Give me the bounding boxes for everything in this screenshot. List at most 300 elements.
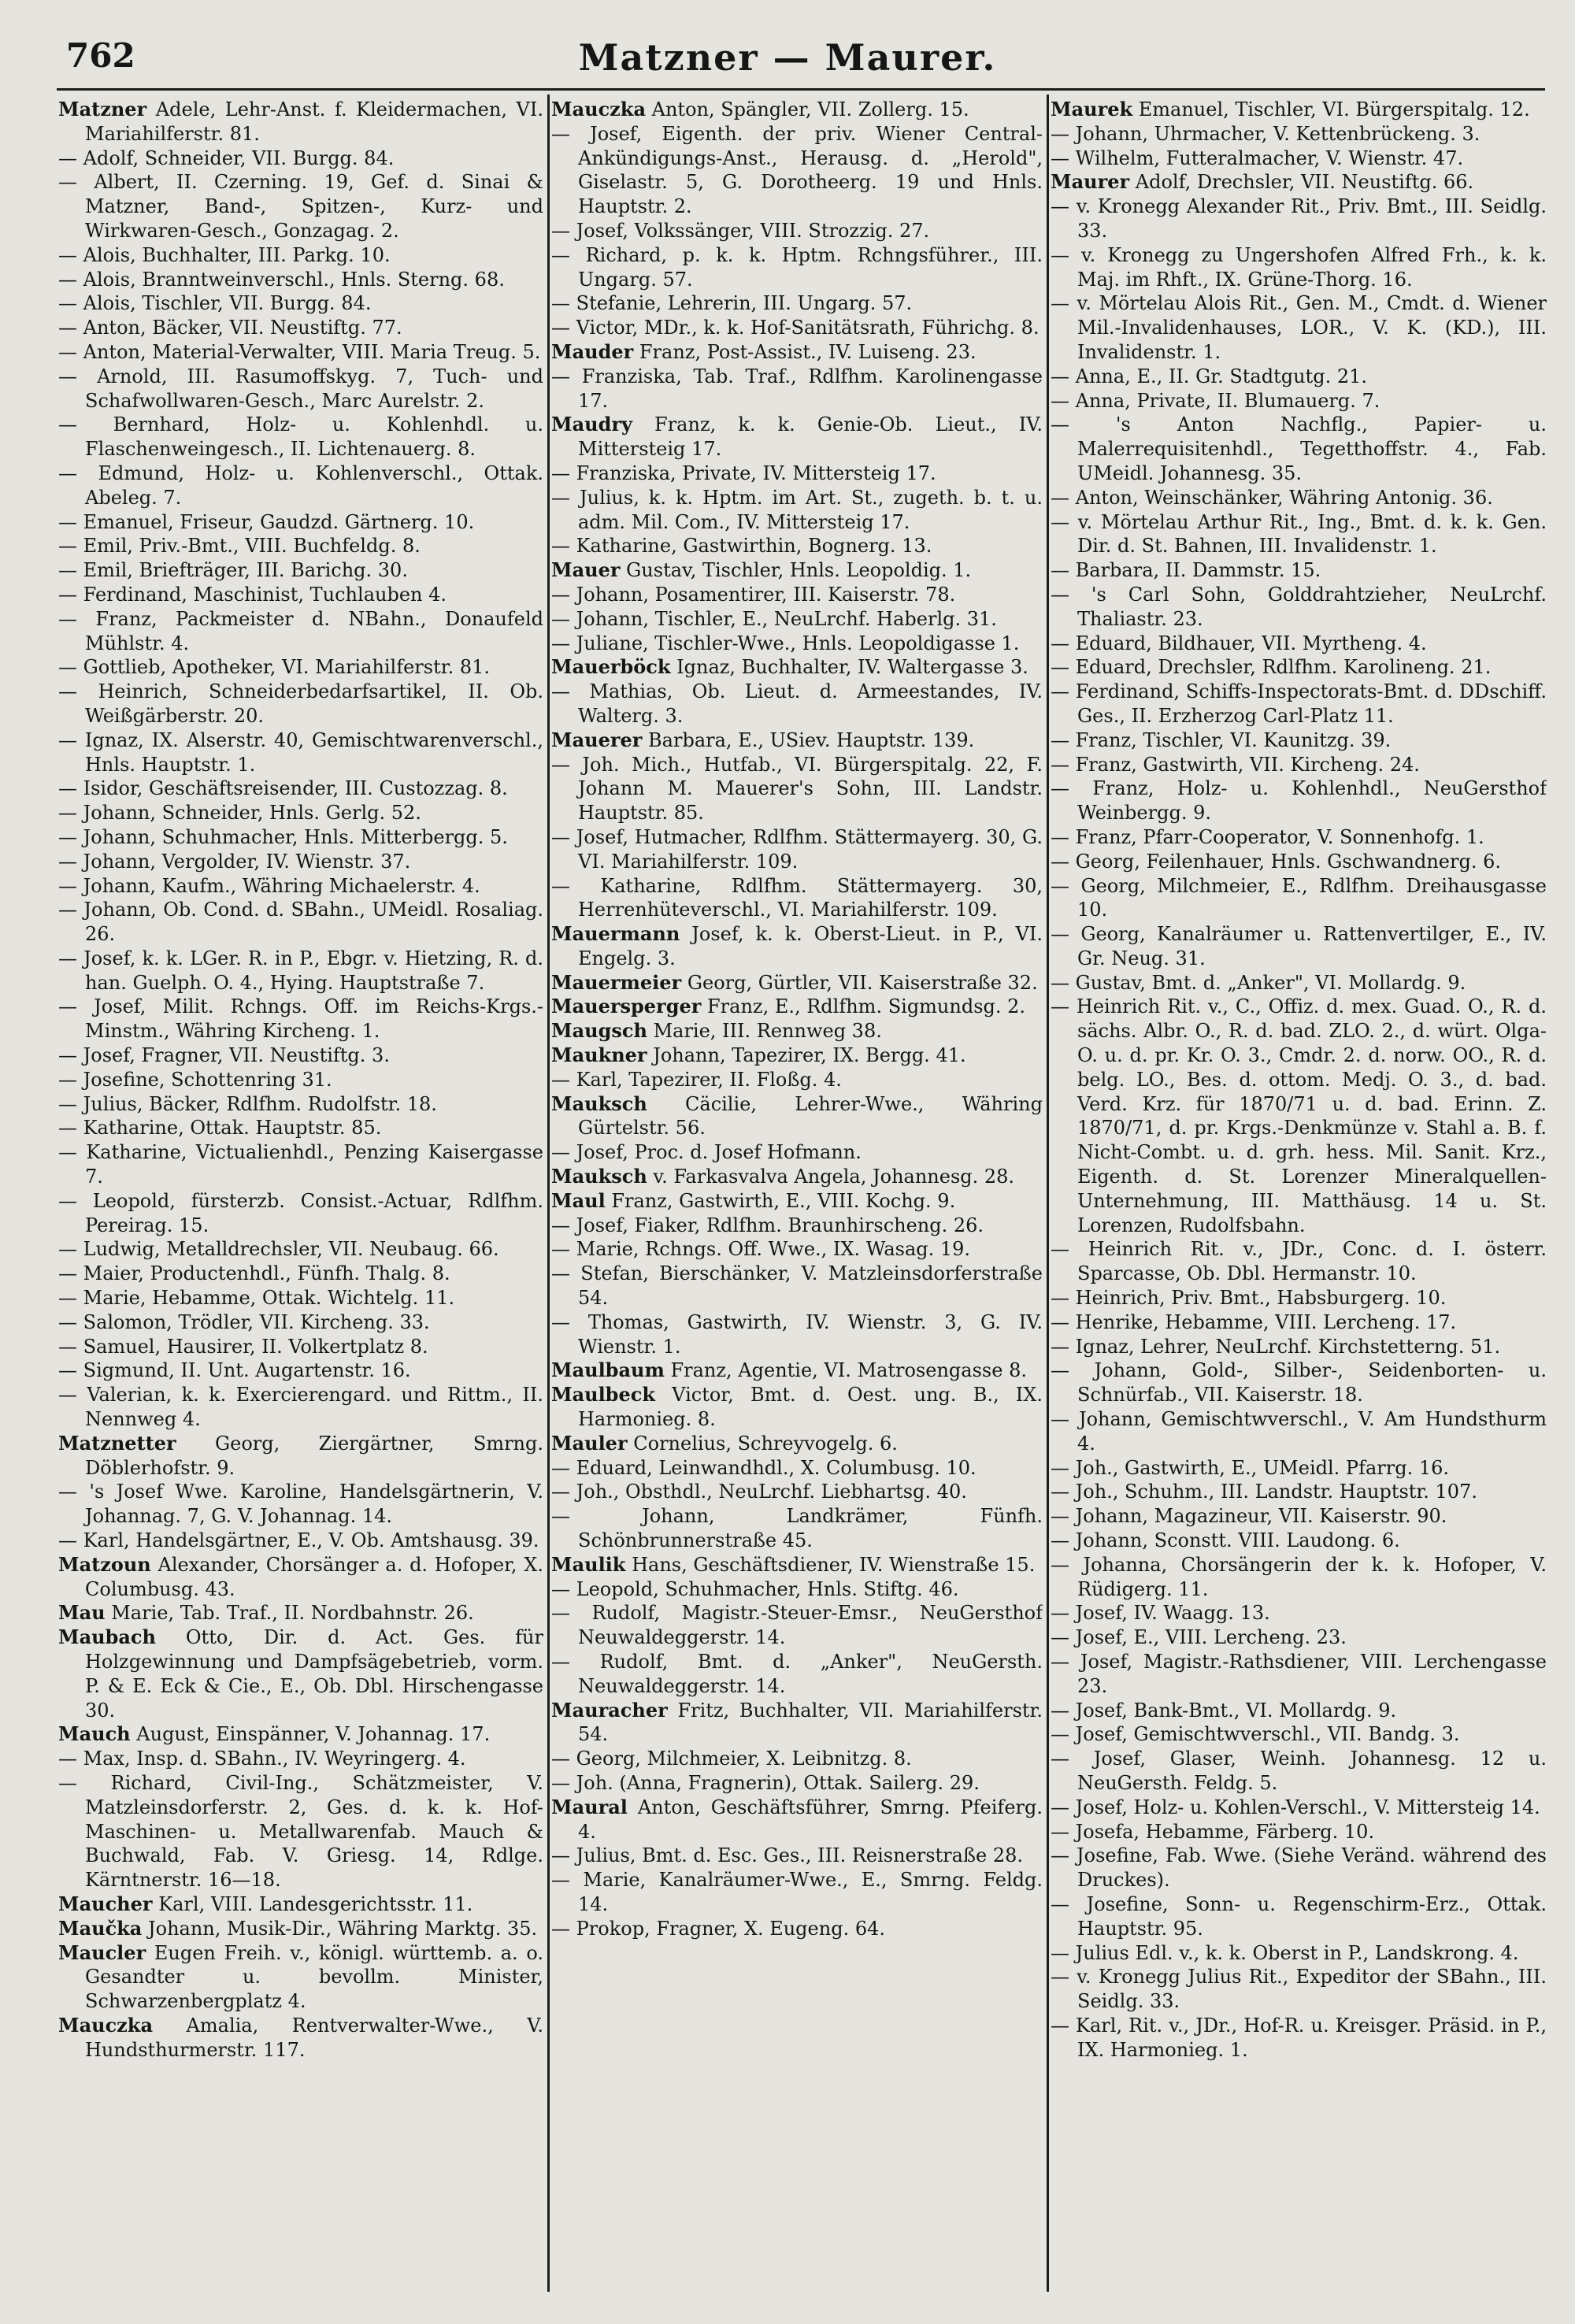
entry-text: — Josef, k. k. LGer. R. in P., Ebgr. v. Hietzing, R. d. han. Guelph. O. 4., Hying. Hauptstraße 7. xyxy=(58,947,543,994)
entry-text: August, Einspänner, V. Johannag. 17. xyxy=(136,1723,491,1746)
directory-entry xyxy=(58,340,543,365)
directory-entry xyxy=(551,1747,1043,1771)
entry-text: Emanuel, Tischler, VI. Bürgerspitalg. 12. xyxy=(1138,98,1530,120)
directory-entry-head xyxy=(551,971,1043,995)
entry-text: — Georg, Milchmeier, X. Leibnitzg. 8. xyxy=(551,1748,912,1770)
surname: Mauermann xyxy=(551,922,680,946)
surname: Matzner xyxy=(58,98,147,120)
entry-text: — Juliane, Tischler-Wwe., Hnls. Leopoldigasse 1. xyxy=(551,632,1020,654)
directory-entry xyxy=(58,1043,543,1068)
entry-text: Franz, Post-Assist., IV. Luiseng. 23. xyxy=(639,340,976,363)
directory-entry-head xyxy=(551,655,1043,680)
directory-entry-head xyxy=(551,1432,1043,1456)
entry-text: — Salomon, Trödler, VII. Kircheng. 33. xyxy=(58,1310,430,1333)
directory-entry xyxy=(58,1286,543,1310)
directory-entry xyxy=(1051,1747,1547,1796)
entry-text: Fritz, Buchhalter, VII. Mariahilferstr. 54. xyxy=(578,1699,1043,1746)
directory-entry xyxy=(58,413,543,461)
directory-entry xyxy=(1051,1335,1547,1359)
directory-entry-head xyxy=(551,98,1043,122)
surname: Mauch xyxy=(58,1722,131,1746)
directory-entry xyxy=(1051,1553,1547,1602)
entry-text: — Marie, Rchngs. Off. Wwe., IX. Wasag. 19. xyxy=(551,1238,971,1261)
directory-entry xyxy=(58,558,543,583)
directory-entry xyxy=(551,1140,1043,1165)
directory-entry xyxy=(1051,1529,1547,1553)
directory-entry xyxy=(58,1310,543,1335)
directory-entry xyxy=(58,1480,543,1529)
entry-text: — Johann, Gemischtwverschl., V. Am Hundsthurm 4. xyxy=(1051,1408,1547,1455)
directory-entry-head xyxy=(551,1699,1043,1748)
directory-entry xyxy=(58,268,543,292)
entry-text: — Johann, Magazineur, VII. Kaiserstr. 90. xyxy=(1051,1505,1447,1528)
surname: Maudry xyxy=(551,413,632,436)
entry-text: — Franz, Holz- u. Kohlenhdl., NeuGersthof Weinbergg. 9. xyxy=(1051,777,1547,825)
entry-text: — Anton, Weinschänker, Währing Antonig. 36. xyxy=(1051,486,1493,509)
entry-text: — Joh., Gastwirth, E., UMeidl. Pfarrg. 16. xyxy=(1051,1456,1449,1479)
entry-text: — Josefine, Fab. Wwe. (Siehe Veränd. während des Druckes). xyxy=(1051,1844,1547,1892)
directory-entry-head xyxy=(551,413,1043,461)
column-divider xyxy=(1047,95,1049,2292)
entry-text: — Karl, Tapezirer, II. Floßg. 4. xyxy=(551,1068,842,1091)
directory-entry xyxy=(551,461,1043,486)
surname: Mau xyxy=(58,1601,106,1625)
entry-text: — Josef, Milit. Rchngs. Off. im Reichs-Krgs.-Minstm., Währing Kircheng. 1. xyxy=(58,995,543,1043)
directory-entry xyxy=(1051,971,1547,995)
directory-entry xyxy=(1051,632,1547,656)
surname: Mauler xyxy=(551,1431,628,1455)
directory-entry xyxy=(1051,825,1547,850)
entry-text: — Valerian, k. k. Exercierengard. und Rittm., II. Nennweg 4. xyxy=(58,1384,543,1431)
page-number: 762 xyxy=(66,36,135,75)
entry-text: — v. Mörtelau Arthur Rit., Ing., Bmt. d. k. k. Gen. Dir. d. St. Bahnen, III. Invalidenstr. 1. xyxy=(1051,510,1547,558)
surname: Mauer xyxy=(551,558,621,582)
entry-text: Adele, Lehr-Anst. f. Kleidermachen, VI. Mariahilferstr. 81. xyxy=(85,98,543,145)
directory-entry xyxy=(58,243,543,268)
directory-entry xyxy=(58,1116,543,1140)
surname: Maukner xyxy=(551,1043,647,1067)
entry-text: — Bernhard, Holz- u. Kohlenhdl. u. Flaschenweingesch., II. Lichtenauerg. 8. xyxy=(58,413,543,461)
entry-text: — Henrike, Hebamme, VIII. Lercheng. 17. xyxy=(1051,1310,1457,1333)
page-title: Matzner — Maurer. xyxy=(578,36,997,79)
directory-entry-head xyxy=(551,1553,1043,1577)
directory-entry xyxy=(58,1189,543,1238)
entry-text: Cornelius, Schreyvogelg. 6. xyxy=(633,1432,898,1455)
entry-text: — Franz, Packmeister d. NBahn., Donaufeld Mühlstr. 4. xyxy=(58,607,543,654)
surname: Maulbeck xyxy=(551,1383,655,1407)
entry-text: — Joh. (Anna, Fragnerin), Ottak. Sailerg. 29. xyxy=(551,1771,980,1794)
entry-text: — Emil, Briefträger, III. Barichg. 30. xyxy=(58,559,408,582)
directory-entry xyxy=(58,777,543,801)
entry-text: — Prokop, Fragner, X. Eugeng. 64. xyxy=(551,1917,885,1940)
entry-text: — Franz, Tischler, VI. Kaunitzg. 39. xyxy=(1051,728,1392,751)
directory-entry xyxy=(58,1262,543,1286)
directory-entry-head xyxy=(551,1165,1043,1189)
entry-text: — Isidor, Geschäftsreisender, III. Custozzag. 8. xyxy=(58,777,508,800)
entry-text: — Josef, Bank-Bmt., VI. Mollardg. 9. xyxy=(1051,1699,1397,1722)
directory-entry-head xyxy=(58,98,543,146)
directory-entry xyxy=(1051,2014,1547,2063)
directory-entry xyxy=(58,1771,543,1892)
directory-entry xyxy=(1051,995,1547,1237)
entry-text: — Samuel, Hausirer, II. Volkertplatz 8. xyxy=(58,1335,428,1358)
entry-text: — Mathias, Ob. Lieut. d. Armeestandes, IV. Walterg. 3. xyxy=(551,680,1043,727)
directory-entry xyxy=(551,825,1043,874)
entry-text: — Julius Edl. v., k. k. Oberst in P., Landskrong. 4. xyxy=(1051,1941,1519,1964)
column-left xyxy=(58,98,543,2303)
directory-entry xyxy=(58,655,543,680)
directory-entry xyxy=(1051,1625,1547,1650)
directory-entry xyxy=(551,486,1043,535)
entry-text: — Katharine, Ottak. Hauptstr. 85. xyxy=(58,1117,382,1140)
directory-entry xyxy=(1051,850,1547,874)
entry-text: — Johann, Tischler, E., NeuLrchf. Haberlg. 31. xyxy=(551,607,997,630)
entry-text: — v. Kronegg zu Ungershofen Alfred Frh., k. k. Maj. im Rhft., IX. Grüne-Thorg. 16. xyxy=(1051,243,1547,291)
directory-entry xyxy=(551,291,1043,316)
directory-entry xyxy=(1051,1844,1547,1892)
entry-text: — Gottlieb, Apotheker, VI. Mariahilferstr. 81. xyxy=(58,656,491,679)
surname: Matznetter xyxy=(58,1431,176,1455)
entry-text: — Rudolf, Bmt. d. „Anker", NeuGersth. Neuwaldeggerstr. 14. xyxy=(551,1651,1043,1697)
entry-text: — Wilhelm, Futteralmacher, V. Wienstr. 47. xyxy=(1051,146,1464,169)
directory-entry xyxy=(58,170,543,243)
entry-text: — Anton, Material-Verwalter, VIII. Maria Treug. 5. xyxy=(58,340,541,363)
directory-entry xyxy=(58,874,543,899)
entry-text: — Stefanie, Lehrerin, III. Ungarg. 57. xyxy=(551,292,913,315)
surname: Maural xyxy=(551,1795,628,1818)
entry-text: — Heinrich Rit. v., C., Offiz. d. mex. Guad. O., R. d. sächs. Albr. O., R. d. bad. ZLO. 2., d. würt. Olga-O. u. d. pr. Kr. O. 3., Cmdr. 2. d. norw. OO., R. d. belg. LO., Bes. d. ottom. Medj. O. 3., d. bad. Verd. Krz. für 1870/71 u. d. bad. Erinn. Z. 1870/71, d. pr. Krgs.-Denkmünze v. Stahl a. B. f. Nicht-Combt. u. d. grh. hess. Mil. Sanit. Krz., Eigenth. d. St. Lorenzer Mineralquellen-Unternehmung, III. Matthäusg. 14 u. St. Lorenzen, Rudolfsbahn. xyxy=(1051,995,1547,1236)
entry-text: Franz, E., Rdlfhm. Sigmundsg. 2. xyxy=(707,995,1026,1018)
directory-entry xyxy=(58,1358,543,1383)
entry-text: — Josef, Holz- u. Kohlen-Verschl., V. Mittersteig 14. xyxy=(1051,1796,1540,1818)
entry-text: — Alois, Branntweinverschl., Hnls. Sterng. 68. xyxy=(58,268,505,291)
directory-entry xyxy=(1051,1699,1547,1723)
directory-entry xyxy=(58,461,543,510)
entry-text: — Johann, Uhrmacher, V. Kettenbrückeng. 3. xyxy=(1051,122,1480,145)
directory-entry xyxy=(1051,1601,1547,1625)
entry-text: — Joh. Mich., Hutfab., VI. Bürgerspitalg. 22, F. Johann M. Mauerer's Sohn, III. Landstr. Hauptstr. 85. xyxy=(551,753,1043,825)
entry-text: — Alois, Buchhalter, III. Parkg. 10. xyxy=(58,243,391,266)
entry-text: — Franziska, Private, IV. Mittersteig 17. xyxy=(551,461,936,484)
entry-text: — Heinrich, Priv. Bmt., Habsburgerg. 10. xyxy=(1051,1287,1447,1310)
directory-entry-head xyxy=(551,1043,1043,1068)
entry-text: — Marie, Kanalräumer-Wwe., E., Smrng. Feldg. 14. xyxy=(551,1869,1043,1915)
entry-text: — Maier, Productenhdl., Fünfh. Thalg. 8. xyxy=(58,1262,450,1285)
entry-text: — Ferdinand, Maschinist, Tuchlauben 4. xyxy=(58,583,447,606)
directory-entry xyxy=(1051,413,1547,485)
directory-entry xyxy=(1051,1456,1547,1481)
directory-entry-head xyxy=(58,1625,543,1722)
directory-entry xyxy=(551,534,1043,558)
entry-text: — Leopold, Schuhmacher, Hnls. Stiftg. 46. xyxy=(551,1577,959,1600)
directory-entry xyxy=(58,1747,543,1771)
entry-text: — Johann, Posamentirer, III. Kaiserstr. 78. xyxy=(551,583,956,606)
directory-entry xyxy=(58,607,543,656)
entry-text: Marie, Tab. Traf., II. Nordbahnstr. 26. xyxy=(111,1602,474,1625)
surname: Mauracher xyxy=(551,1698,668,1722)
entry-text: — Josef, Fragner, VII. Neustiftg. 3. xyxy=(58,1044,390,1067)
entry-text: — Heinrich, Schneiderbedarfsartikel, II. Ob. Weißgärberstr. 20. xyxy=(58,680,543,727)
directory-entry xyxy=(58,1383,543,1432)
directory-entry-head xyxy=(58,1941,543,2014)
entry-text: Josef, k. k. Oberst-Lieut. in P., VI. Engelg. 3. xyxy=(578,923,1043,969)
directory-entry xyxy=(58,1237,543,1262)
entry-text: — Julius, Bäcker, Rdlfhm. Rudolfstr. 18. xyxy=(58,1092,437,1115)
directory-entry xyxy=(551,243,1043,292)
entry-text: — Barbara, II. Dammstr. 15. xyxy=(1051,559,1321,582)
column-divider xyxy=(547,95,550,2292)
directory-entry xyxy=(551,874,1043,923)
directory-entry xyxy=(58,850,543,874)
directory-entry xyxy=(551,1844,1043,1868)
entry-text: — Joh., Obsthdl., NeuLrchf. Liebhartsg. 40. xyxy=(551,1481,967,1503)
entry-text: — Joh., Schuhm., III. Landstr. Hauptstr. 107. xyxy=(1051,1481,1477,1503)
surname: Mauksch xyxy=(551,1165,647,1188)
column-right xyxy=(1051,98,1547,2303)
entry-text: Adolf, Drechsler, VII. Neustiftg. 66. xyxy=(1135,171,1474,194)
directory-entry-head xyxy=(58,1892,543,1917)
directory-entry xyxy=(1051,1820,1547,1844)
surname: Maugsch xyxy=(551,1019,647,1043)
entry-text: — Anna, E., II. Gr. Stadtgutg. 21. xyxy=(1051,365,1367,387)
directory-entry xyxy=(1051,1407,1547,1456)
surname: Maurek xyxy=(1051,98,1133,120)
entry-text: — Emil, Priv.-Bmt., VIII. Buchfeldg. 8. xyxy=(58,535,421,558)
entry-text: — Johann, Schuhmacher, Hnls. Mitterbergg. 5. xyxy=(58,825,508,848)
directory-entry xyxy=(551,1577,1043,1602)
surname: Mauczka xyxy=(58,2013,153,2037)
directory-entry xyxy=(58,1140,543,1189)
entry-text: — Thomas, Gastwirth, IV. Wienstr. 3, G. IV. Wienstr. 1. xyxy=(551,1310,1043,1358)
entry-text: — Gustav, Bmt. d. „Anker", VI. Mollardg. 9. xyxy=(1051,971,1466,994)
entry-text: — Josef, Gemischtwverschl., VII. Bandg. 3. xyxy=(1051,1723,1460,1746)
entry-text: — Alois, Tischler, VII. Burgg. 84. xyxy=(58,292,372,315)
directory-entry xyxy=(1051,680,1547,728)
directory-entry xyxy=(551,1650,1043,1699)
directory-entry xyxy=(551,1068,1043,1092)
directory-entry xyxy=(1051,583,1547,632)
directory-entry-head xyxy=(58,1553,543,1602)
entry-text: — Marie, Hebamme, Ottak. Wichtelg. 11. xyxy=(58,1287,455,1310)
directory-entry xyxy=(1051,146,1547,171)
entry-text: — Emanuel, Friseur, Gaudzd. Gärtnerg. 10. xyxy=(58,510,475,533)
entry-text: — Anton, Bäcker, VII. Neustiftg. 77. xyxy=(58,317,402,339)
directory-entry xyxy=(1051,753,1547,777)
directory-entry xyxy=(551,316,1043,340)
directory-entry xyxy=(551,583,1043,607)
entry-text: — Georg, Milchmeier, E., Rdlfhm. Dreihausgasse 10. xyxy=(1051,874,1547,921)
entry-text: — 's Carl Sohn, Golddrahtzieher, NeuLrchf. Thaliastr. 23. xyxy=(1051,583,1547,630)
directory-entry xyxy=(551,1456,1043,1481)
entry-text: — Josefine, Sonn- u. Regenschirm-Erz., Ottak. Hauptstr. 95. xyxy=(1051,1892,1547,1940)
entry-text: — Ignaz, Lehrer, NeuLrchf. Kirchstetterng. 51. xyxy=(1051,1335,1501,1358)
entry-text: Otto, Dir. d. Act. Ges. für Holzgewinnung und Dampfsägebetrieb, vorm. P. & E. Eck & Cie., E., Ob. Dbl. Hirschengasse 30. xyxy=(85,1626,543,1722)
entry-text: — Josef, Glaser, Weinh. Johannesg. 12 u. NeuGersth. Feldg. 5. xyxy=(1051,1748,1547,1794)
entry-text: Johann, Musik-Dir., Währing Marktg. 35. xyxy=(148,1917,538,1940)
entry-text: Alexander, Chorsänger a. d. Hofoper, X. Columbusg. 43. xyxy=(85,1553,543,1600)
entry-text: Franz, k. k. Genie-Ob. Lieut., IV. Mittersteig 17. xyxy=(578,413,1043,461)
directory-entry-head xyxy=(551,1092,1043,1141)
entry-text: — Josef, Hutmacher, Rdlfhm. Stättermayerg. 30, G. VI. Mariahilferstr. 109. xyxy=(551,825,1043,873)
entry-text: — Katharine, Rdlfhm. Stättermayerg. 30, Herrenhüteverschl., VI. Mariahilferstr. 109. xyxy=(551,874,1043,921)
directory-entry-head xyxy=(551,1358,1043,1383)
entry-text: — Karl, Handelsgärtner, E., V. Ob. Amtshausg. 39. xyxy=(58,1529,539,1552)
directory-entry xyxy=(551,607,1043,632)
entry-text: — Johann, Vergolder, IV. Wienstr. 37. xyxy=(58,850,411,873)
directory-entry xyxy=(58,1092,543,1117)
directory-entry-head xyxy=(551,1796,1043,1844)
entry-text: Anton, Spängler, VII. Zollerg. 15. xyxy=(651,98,969,120)
directory-entry xyxy=(1051,1892,1547,1941)
directory-entry xyxy=(58,1335,543,1359)
entry-text: Ignaz, Buchhalter, IV. Waltergasse 3. xyxy=(676,656,1028,679)
directory-entry xyxy=(1051,874,1547,923)
entry-text: v. Farkasvalva Angela, Johannesg. 28. xyxy=(653,1166,1015,1188)
entry-text: Georg, Gürtler, VII. Kaiserstraße 32. xyxy=(687,971,1038,994)
entry-text: — Ignaz, IX. Alserstr. 40, Gemischtwarenverschl., Hnls. Hauptstr. 1. xyxy=(58,728,543,776)
directory-entry xyxy=(1051,510,1547,559)
directory-entry-head xyxy=(1051,170,1547,195)
directory-entry xyxy=(1051,243,1547,292)
entry-text: — Ludwig, Metalldrechsler, VII. Neubaug. 66. xyxy=(58,1238,499,1261)
directory-entry xyxy=(1051,365,1547,389)
entry-text: — Ferdinand, Schiffs-Inspectorats-Bmt. d. DDschiff. Ges., II. Erzherzog Carl-Platz 11. xyxy=(1051,680,1547,727)
entry-text: — Katharine, Gastwirthin, Bognerg. 13. xyxy=(551,535,932,558)
directory-entry-head xyxy=(551,922,1043,971)
entry-text: Hans, Geschäftsdiener, IV. Wienstraße 15. xyxy=(632,1553,1036,1576)
directory-entry xyxy=(1051,1286,1547,1310)
surname: Mauermeier xyxy=(551,970,682,994)
directory-entry xyxy=(1051,1480,1547,1504)
entry-text: — Josef, E., VIII. Lercheng. 23. xyxy=(1051,1626,1347,1649)
entry-text: Gustav, Tischler, Hnls. Leopoldig. 1. xyxy=(626,559,972,582)
directory-entry xyxy=(58,510,543,535)
entry-text: — 's Josef Wwe. Karoline, Handelsgärtnerin, V. Johannag. 7, G. V. Johannag. 14. xyxy=(58,1481,543,1528)
surname: Maucler xyxy=(58,1940,146,1964)
directory-entry xyxy=(1051,777,1547,825)
directory-entry xyxy=(551,365,1043,413)
entry-text: — Josef, Fiaker, Rdlfhm. Braunhirscheng. 26. xyxy=(551,1214,984,1236)
entry-text: — Leopold, fürsterzb. Consist.-Actuar, Rdlfhm. Pereirag. 15. xyxy=(58,1189,543,1236)
surname: Maurer xyxy=(1051,170,1130,194)
entry-text: — Johanna, Chorsängerin der k. k. Hofoper, V. Rüdigerg. 11. xyxy=(1051,1553,1547,1600)
entry-text: — Victor, MDr., k. k. Hof-Sanitätsrath, Führichg. 8. xyxy=(551,317,1040,339)
entry-text: Cäcilie, Lehrer-Wwe., Währing Gürtelstr. 56. xyxy=(578,1092,1043,1140)
entry-text: Franz, Gastwirth, E., VIII. Kochg. 9. xyxy=(611,1189,956,1212)
directory-entry xyxy=(1051,1237,1547,1286)
directory-entry xyxy=(58,680,543,728)
directory-entry xyxy=(551,1504,1043,1553)
entry-text: Johann, Tapezirer, IX. Bergg. 41. xyxy=(653,1044,966,1067)
entry-text: — Franziska, Tab. Traf., Rdlfhm. Karolinengasse 17. xyxy=(551,365,1043,412)
entry-text: — Katharine, Victualienhdl., Penzing Kaisergasse 7. xyxy=(58,1141,543,1188)
directory-entry xyxy=(58,365,543,413)
surname: Mauersperger xyxy=(551,995,702,1018)
surname: Maulbaum xyxy=(551,1358,665,1382)
directory-entry xyxy=(1051,1504,1547,1529)
directory-entry xyxy=(1051,291,1547,364)
entry-text: — Anna, Private, II. Blumauerg. 7. xyxy=(1051,389,1380,412)
entry-text: — Johann, Schneider, Hnls. Gerlg. 52. xyxy=(58,802,421,825)
directory-entry xyxy=(1051,1310,1547,1335)
directory-entry-head xyxy=(551,340,1043,365)
entry-text: Anton, Geschäftsführer, Smrng. Pfeiferg. 4. xyxy=(578,1796,1043,1843)
entry-text: — Albert, II. Czerning. 19, Gef. d. Sinai & Matzner, Band-, Spitzen-, Kurz- und Wirkwaren-Gesch., Gonzagag. 2. xyxy=(58,171,543,242)
directory-entry xyxy=(58,1529,543,1553)
directory-entry xyxy=(58,316,543,340)
entry-text: Eugen Freih. v., königl. württemb. a. o. Gesandter u. bevollm. Minister, Schwarzenbergplatz 4. xyxy=(85,1941,543,2013)
surname: Mauczka xyxy=(551,98,646,120)
directory-entry xyxy=(1051,1650,1547,1699)
entry-text: Victor, Bmt. d. Oest. ung. B., IX. Harmonieg. 8. xyxy=(578,1384,1043,1431)
entry-text: — Edmund, Holz- u. Kohlenverschl., Ottak. Abeleg. 7. xyxy=(58,461,543,509)
entry-text: — Karl, Rit. v., JDr., Hof-R. u. Kreisger. Präsid. in P., IX. Harmonieg. 1. xyxy=(1051,2014,1547,2061)
directory-entry xyxy=(1051,389,1547,413)
directory-entry xyxy=(551,632,1043,656)
entry-text: — Max, Insp. d. SBahn., IV. Weyringerg. 4. xyxy=(58,1748,466,1770)
surname: Mauerböck xyxy=(551,655,671,679)
entry-text: — Johann, Sconstt. VIII. Laudong. 6. xyxy=(1051,1529,1400,1552)
directory-entry xyxy=(58,146,543,171)
directory-entry xyxy=(58,1068,543,1092)
entry-text: — Franz, Gastwirth, VII. Kircheng. 24. xyxy=(1051,753,1420,776)
surname: Mauksch xyxy=(551,1092,647,1115)
entry-text: Barbara, E., USiev. Hauptstr. 139. xyxy=(648,728,975,751)
directory-entry xyxy=(58,534,543,558)
directory-entry-head xyxy=(551,1019,1043,1043)
surname: Mauerer xyxy=(551,728,643,751)
directory-entry-head xyxy=(551,728,1043,753)
directory-entry-head xyxy=(551,558,1043,583)
entry-text: Georg, Ziergärtner, Smrng. Döblerhofstr. 9. xyxy=(85,1432,543,1479)
directory-entry xyxy=(551,680,1043,728)
entry-text: — Josefine, Schottenring 31. xyxy=(58,1068,332,1091)
directory-entry xyxy=(58,291,543,316)
directory-entry-head xyxy=(58,2014,543,2063)
entry-text: — Josef, Eigenth. der priv. Wiener Central-Ankündigungs-Anst., Herausg. d. „Herold", Giselastr. 5, G. Dorotheerg. 19 und Hnls. Hauptstr. 2. xyxy=(551,122,1043,218)
entry-text: — Adolf, Schneider, VII. Burgg. 84. xyxy=(58,146,395,169)
directory-entry xyxy=(1051,655,1547,680)
directory-entry-head xyxy=(58,1917,543,1941)
directory-entry-head xyxy=(551,995,1043,1019)
directory-entry xyxy=(1051,728,1547,753)
entry-text: — Johann, Ob. Cond. d. SBahn., UMeidl. Rosaliag. 26. xyxy=(58,899,543,946)
directory-entry xyxy=(1051,1358,1547,1407)
entry-text: — Josef, Volkssänger, VIII. Strozzig. 27. xyxy=(551,219,930,242)
directory-entry xyxy=(551,122,1043,219)
entry-text: — Julius, k. k. Hptm. im Art. St., zugeth. b. t. u. adm. Mil. Com., IV. Mittersteig 17. xyxy=(551,486,1043,533)
directory-entry xyxy=(58,801,543,825)
entry-text: — Eduard, Drechsler, Rdlfhm. Karolineng. 21. xyxy=(1051,656,1492,679)
surname: Maul xyxy=(551,1188,606,1212)
directory-entry xyxy=(551,1917,1043,1941)
entry-text: — Richard, p. k. k. Hptm. Rchngsführer., III. Ungarg. 57. xyxy=(551,243,1043,291)
surname: Maucher xyxy=(58,1892,153,1915)
directory-entry-head xyxy=(551,1383,1043,1432)
directory-entry xyxy=(58,728,543,777)
directory-entry xyxy=(551,1601,1043,1650)
surname: Maučka xyxy=(58,1916,143,1940)
entry-text: — Julius, Bmt. d. Esc. Ges., III. Reisnerstraße 28. xyxy=(551,1844,1023,1867)
directory-entry xyxy=(1051,558,1547,583)
entry-text: Franz, Agentie, VI. Matrosengasse 8. xyxy=(670,1359,1027,1382)
entry-text: — Josef, Proc. d. Josef Hofmann. xyxy=(551,1141,862,1164)
directory-entry xyxy=(1051,122,1547,146)
entry-text: Marie, III. Rennweg 38. xyxy=(653,1020,882,1043)
entry-text: — Sigmund, II. Unt. Augartenstr. 16. xyxy=(58,1359,411,1382)
entry-text: — Georg, Kanalräumer u. Rattenvertilger, E., IV. Gr. Neug. 31. xyxy=(1051,923,1547,969)
directory-entry xyxy=(58,583,543,607)
